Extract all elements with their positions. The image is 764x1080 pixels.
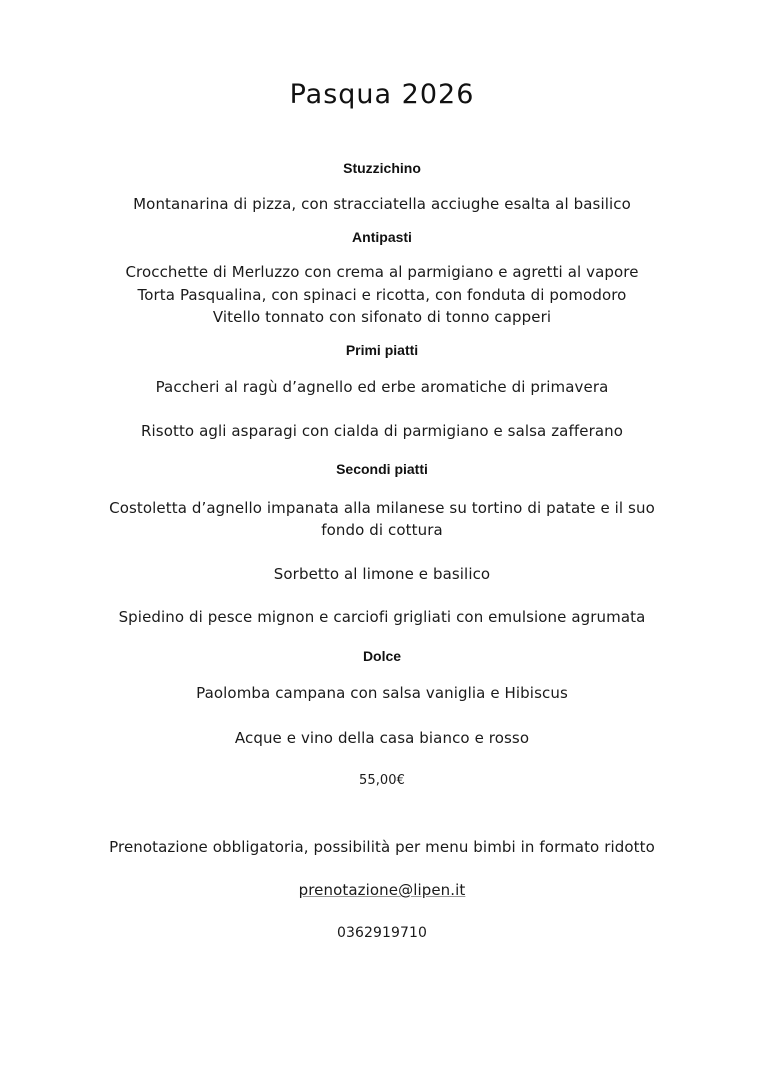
email-link[interactable]: prenotazione@lipen.it: [298, 881, 466, 899]
section-heading-secondi: Secondi piatti: [336, 461, 428, 477]
menu-item: Montanarina di pizza, con stracciatella acciughe esalta al basilico: [133, 195, 631, 213]
section-heading-dolce: Dolce: [362, 648, 402, 664]
section-heading-stuzzichino: Stuzzichino: [343, 160, 421, 176]
menu-item: Paccheri al ragù d’agnello ed erbe aromatiche di primavera: [155, 378, 609, 396]
menu-item: Acque e vino della casa bianco e rosso: [234, 729, 530, 747]
section-heading-primi: Primi piatti: [345, 342, 419, 358]
page-title: Pasqua 2026: [289, 79, 475, 110]
section-heading-antipasti: Antipasti: [352, 229, 412, 245]
phone-number: 0362919710: [336, 925, 428, 941]
menu-item: Paolomba campana con salsa vaniglia e Hibiscus: [196, 684, 568, 702]
menu-item-continuation: fondo di cottura: [321, 521, 443, 539]
menu-item: Sorbetto al limone e basilico: [273, 565, 491, 583]
reservation-note: Prenotazione obbligatoria, possibilità per menu bimbi in formato ridotto: [109, 838, 655, 856]
menu-item: Costoletta d’agnello impanata alla milanese su tortino di patate e il suo: [109, 499, 655, 517]
menu-price: 55,00€: [358, 773, 406, 788]
menu-item: Risotto agli asparagi con cialda di parmigiano e salsa zafferano: [140, 422, 624, 440]
menu-item: Vitello tonnato con sifonato di tonno capperi: [212, 308, 552, 326]
menu-item: Torta Pasqualina, con spinaci e ricotta, con fonduta di pomodoro: [137, 286, 627, 304]
menu-item: Crocchette di Merluzzo con crema al parmigiano e agretti al vapore: [125, 263, 639, 281]
email-row: [0, 881, 764, 899]
menu-item: Spiedino di pesce mignon e carciofi grigliati con emulsione agrumata: [118, 608, 646, 626]
